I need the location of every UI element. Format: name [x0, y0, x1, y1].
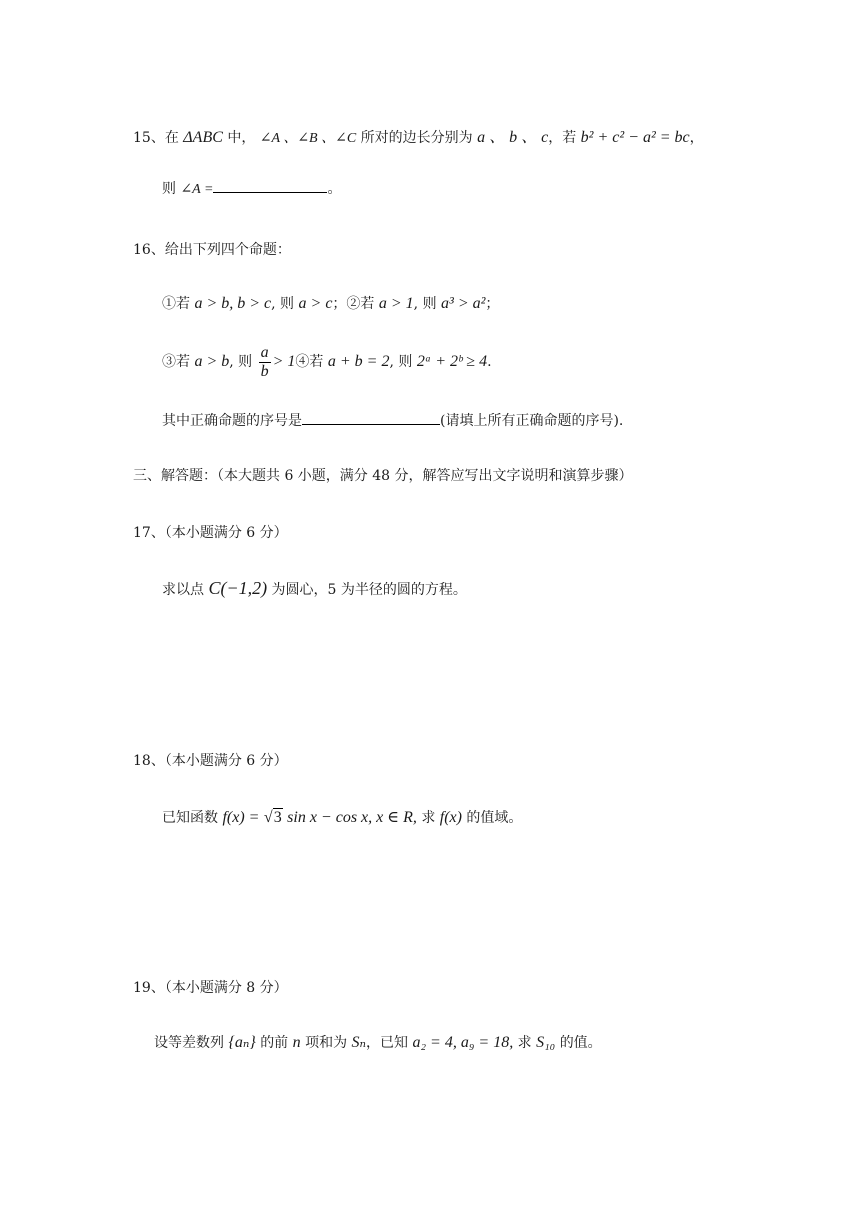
question-19-text: 设等差数列 {aₙ} 的前 n 项和为 Sₙ，已知 a₂ = 4, a₉ = 18, 求 S₁₀ 的值。 — [154, 1034, 602, 1051]
circle-center-point: C(−1,2) — [208, 578, 268, 598]
question-16-props-3-4: ③若 a > b, 则 $\frac{a}{b}$ > 1④若 a + b = 2, 则 2ᵃ + 2ᵇ ≥ 4. — [162, 343, 492, 380]
question-16-ask: 其中正确命题的序号是 (请填上所有正确命题的序号). — [162, 410, 623, 431]
sqrt-three: √3 — [263, 809, 282, 826]
answer-blank[interactable] — [302, 410, 440, 425]
question-17-text: 求以点 C(−1,2) 为圆心，5 为半径的圆的方程。 — [162, 578, 467, 598]
angle-a-expr: ∠A = — [180, 182, 214, 197]
question-number: 16、 — [133, 242, 165, 258]
triangle-label: ΔABC — [183, 129, 223, 146]
question-number: 15、 — [133, 130, 165, 146]
fraction-a-over-b: $\frac{a}{b}$ — [260, 343, 269, 380]
section-heading: 三、解答题：（本大题共 6 小题，满分 48 分，解答应写出文字说明和演算步骤） — [133, 468, 633, 484]
question-16-props-1-2: ①若 a > b, b > c, 则 a > c；②若 a > 1, 则 a³ > a²； — [162, 295, 500, 312]
question-17-header: 17、（本小题满分 6 分） — [133, 525, 288, 541]
law-of-cosines-equation: b² + c² − a² = bc — [580, 129, 690, 146]
question-15-line-2: 则 ∠A = 。 — [162, 178, 341, 200]
question-19-header: 19、（本小题满分 8 分） — [133, 980, 288, 996]
question-18-header: 18、（本小题满分 6 分） — [133, 753, 288, 769]
answer-blank[interactable] — [213, 178, 327, 193]
angles: ∠A 、∠B 、∠C — [259, 131, 357, 146]
sides: a 、 b 、 c — [477, 129, 549, 146]
question-16-line-1: 16、给出下列四个命题： — [133, 242, 291, 258]
question-15-line-1: 15、在 ΔABC 中， ∠A 、∠B 、∠C 所对的边长分别为 a 、 b 、 c，若 b² + c² − a² = bc， — [133, 129, 704, 146]
question-18-text: 已知函数 f(x) = √3 sin x − cos x, x ∈ R, 求 f(x) 的值域。 — [162, 809, 523, 826]
